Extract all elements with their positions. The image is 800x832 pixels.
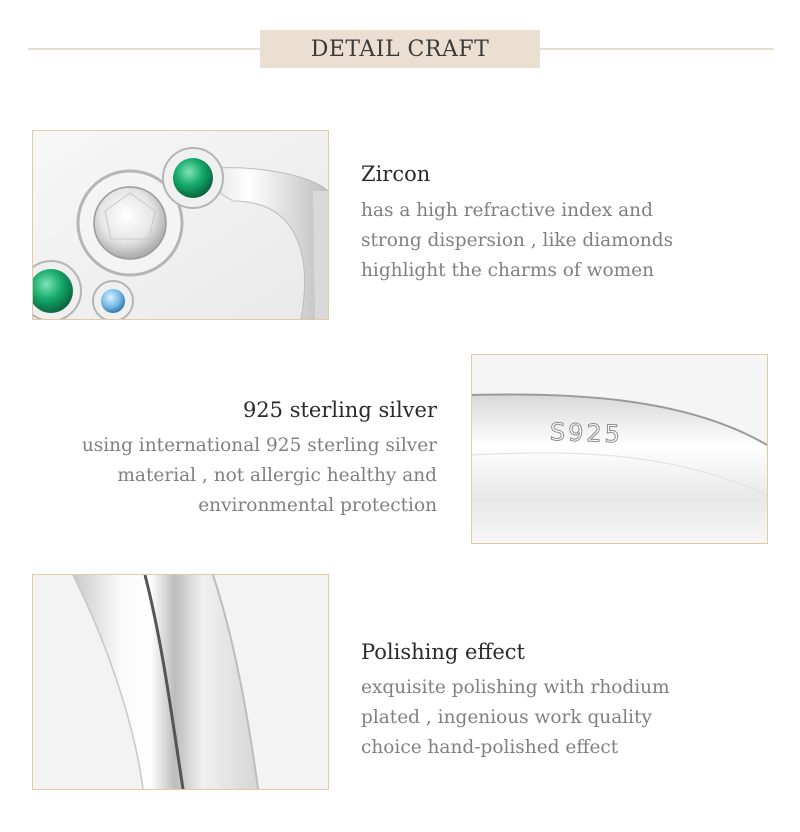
polishing-description-line-1: exquisite polishing with rhodium (361, 677, 670, 698)
section-header (260, 30, 540, 68)
section-header-title: DETAIL CRAFT (310, 36, 490, 62)
silver-description-line-2: material , not allergic healthy and (117, 465, 437, 486)
polishing-detail-image (32, 574, 329, 790)
s925-engraving: S925 (549, 417, 624, 449)
zircon-description (361, 196, 673, 286)
polishing-description (361, 673, 670, 763)
zircon-description-line-2: strong dispersion , like diamonds (361, 230, 674, 251)
zircon-description-line-3: highlight the charms of women (361, 260, 654, 281)
silver-description-line-3: environmental protection (198, 495, 437, 516)
polishing-title: Polishing effect (361, 640, 525, 664)
silver-title: 925 sterling silver (242, 398, 437, 422)
zircon-description-line-1: has a high refractive index and (361, 200, 653, 221)
header-divider-left (28, 48, 260, 50)
zircon-detail-image (32, 130, 329, 320)
silver-stamp-image (471, 354, 768, 544)
header-divider-right (540, 48, 774, 50)
silver-description (82, 431, 437, 521)
silver-description-line-1: using international 925 sterling silver (81, 435, 437, 456)
polishing-description-line-3: choice hand-polished effect (361, 737, 619, 758)
zircon-title: Zircon (361, 162, 431, 186)
polishing-description-line-2: plated , ingenious work quality (361, 707, 652, 728)
